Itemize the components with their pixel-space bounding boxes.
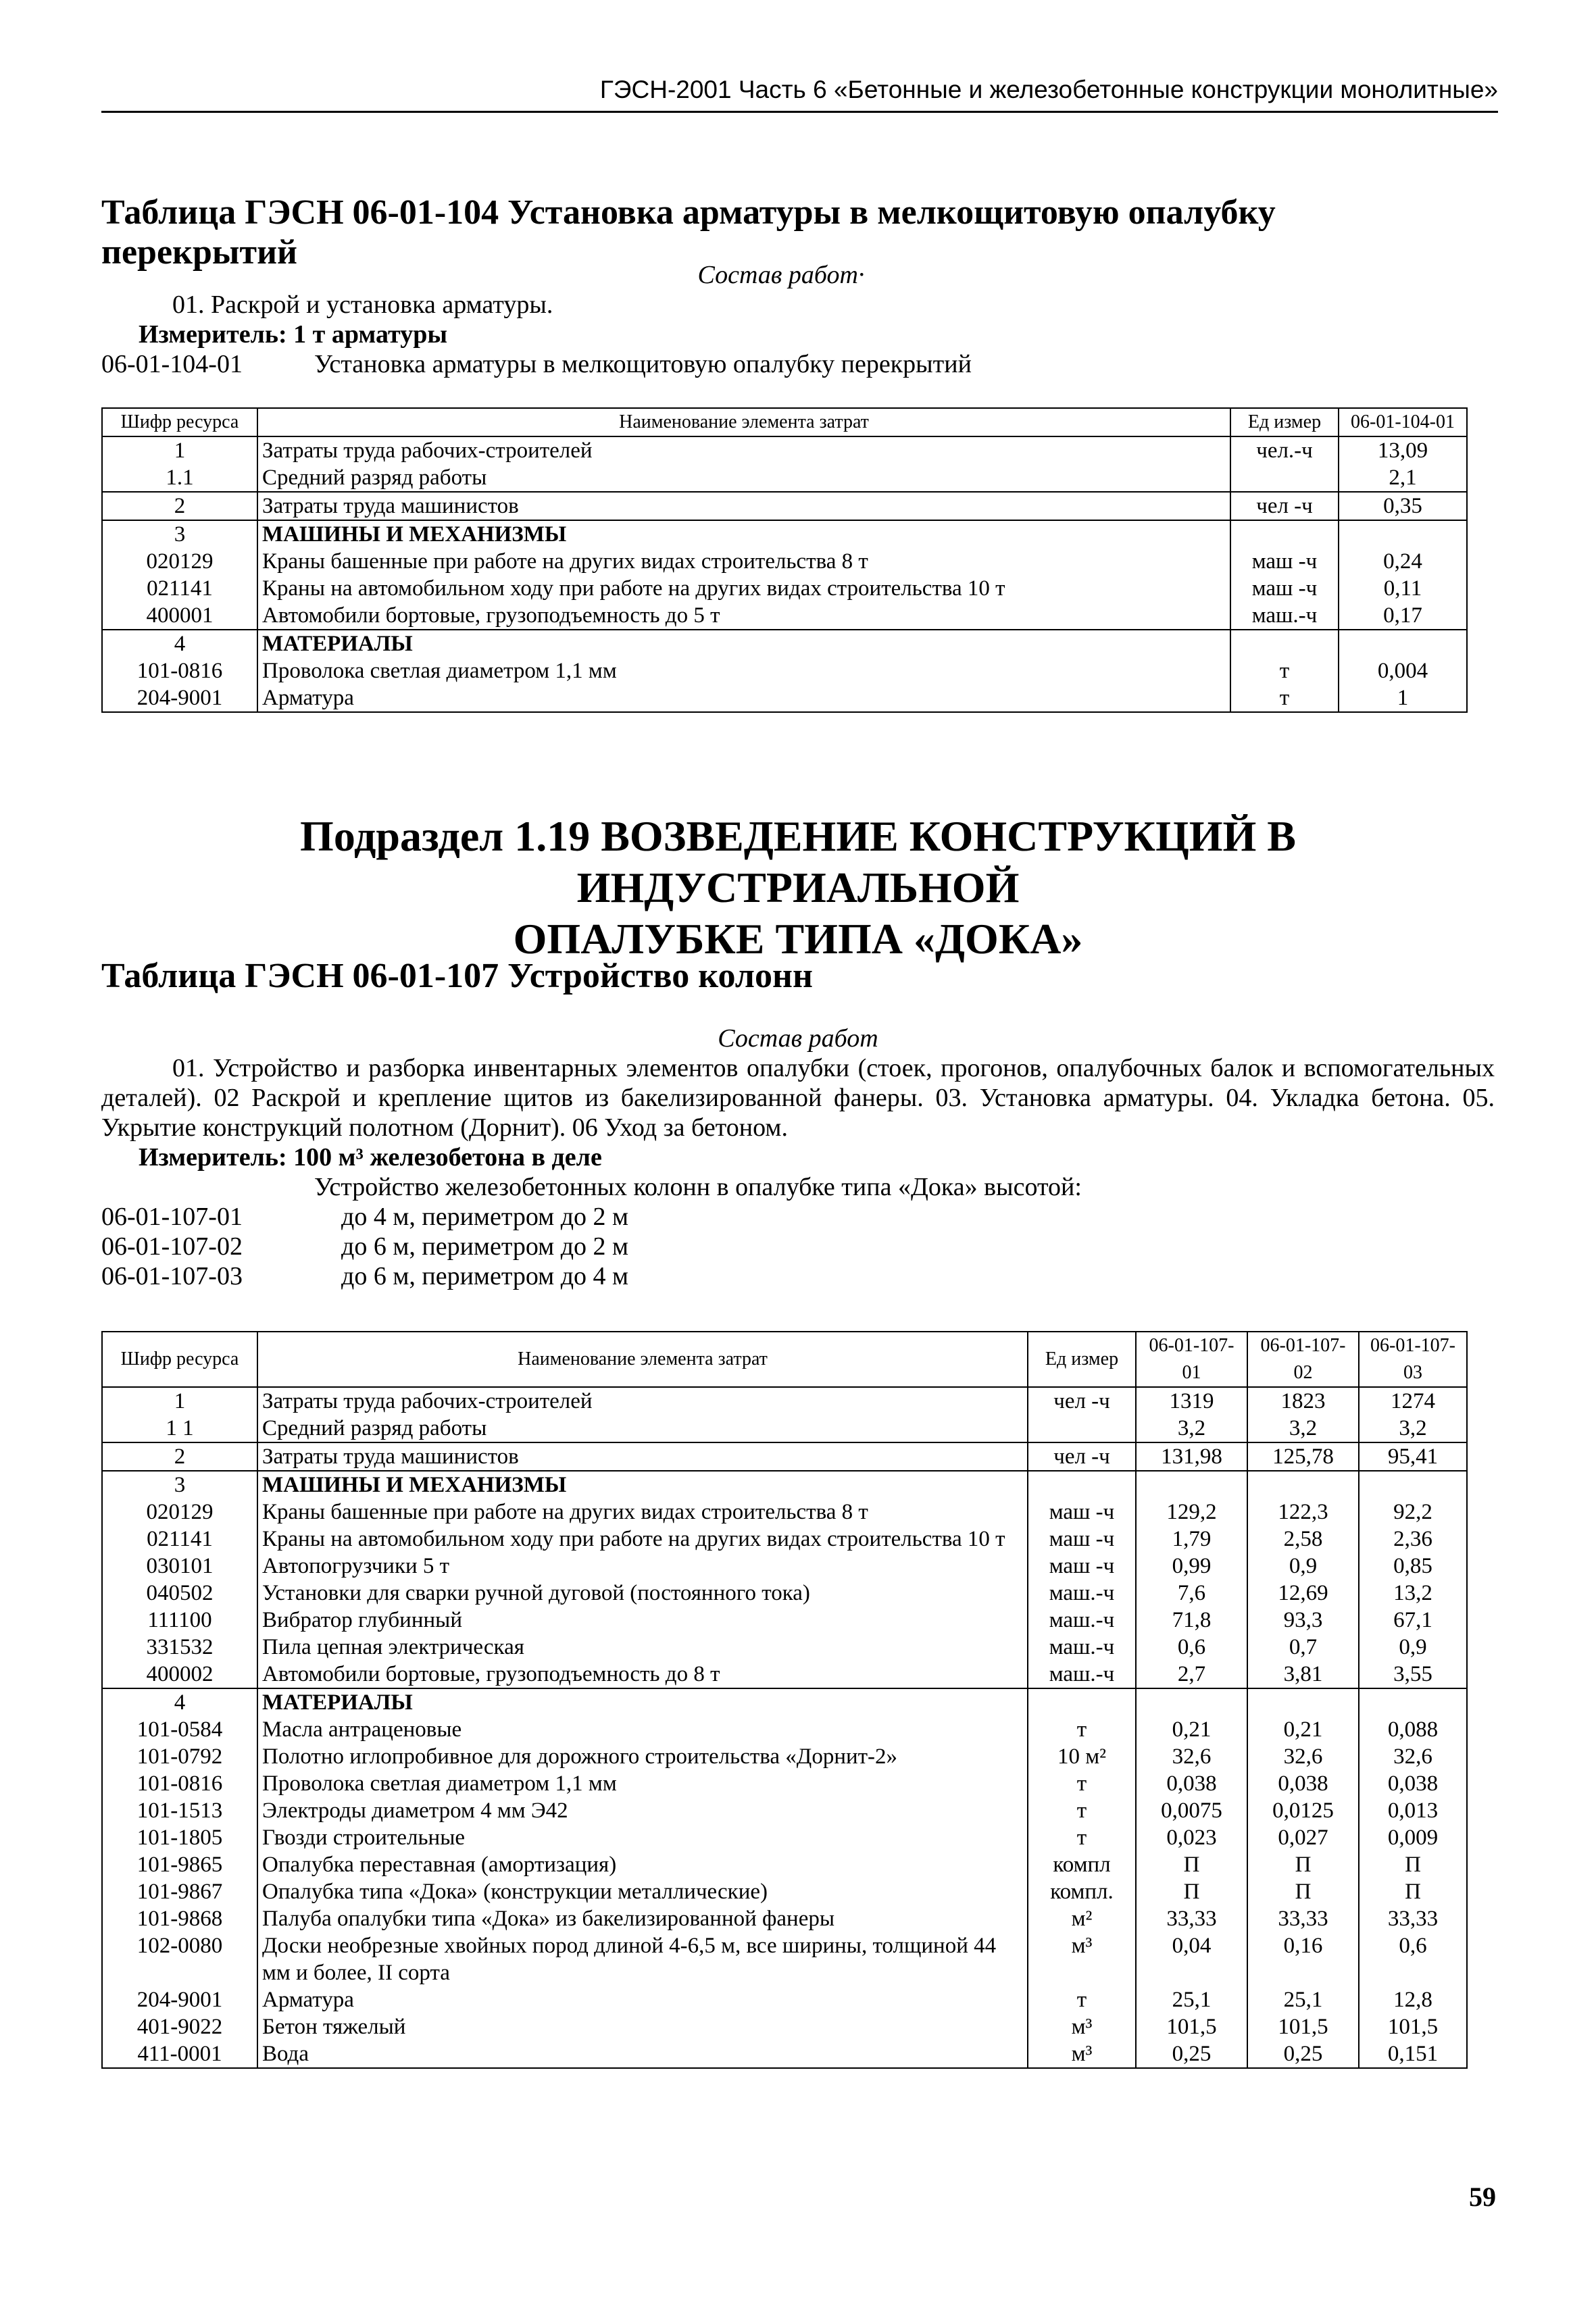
table-cell: 0,24: [1339, 548, 1467, 575]
table-row: [102, 1634, 1467, 1661]
table-cell: 122,3: [1247, 1499, 1359, 1526]
table-cell: 32,6: [1247, 1743, 1359, 1770]
table-cell: 101-1513: [102, 1797, 257, 1824]
table-row: [102, 1607, 1467, 1634]
table-cell: 3: [102, 520, 257, 548]
table-row: [102, 1688, 1467, 1716]
table-cell: 3,2: [1136, 1415, 1247, 1442]
table-cell: [1230, 464, 1339, 492]
table-cell: Палуба опалубки типа «Дока» из бакелизированной фанеры: [257, 1905, 1028, 1932]
table-cell: [1339, 520, 1467, 548]
table2-code: 06-01-107-01: [101, 1203, 243, 1231]
table-cell: 3,2: [1247, 1415, 1359, 1442]
table-cell: 2,1: [1339, 464, 1467, 492]
table-cell: 32,6: [1136, 1743, 1247, 1770]
table-cell: 0,04: [1136, 1932, 1247, 1986]
table-cell: Доски необрезные хвойных пород длиной 4-6,5 м, все ширины, толщиной 44 мм и более, II сорта: [257, 1932, 1028, 1986]
table-cell: 4: [102, 1688, 257, 1716]
table-cell: м³: [1028, 2013, 1136, 2040]
section-title: [101, 811, 1495, 965]
table-cell: [1028, 1471, 1136, 1499]
table-cell: маш.-ч: [1028, 1634, 1136, 1661]
table-cell: 0,11: [1339, 575, 1467, 602]
table2-composition-label: Состав работ: [718, 1024, 878, 1053]
table-cell: [1028, 1688, 1136, 1716]
table1-composition: [101, 260, 1461, 379]
table-row: [102, 2040, 1467, 2068]
table-cell: 0,99: [1136, 1553, 1247, 1580]
table-cell: 4: [102, 630, 257, 657]
table-cell: П: [1136, 1851, 1247, 1878]
table-cell: Затраты труда машинистов: [257, 1442, 1028, 1471]
table-cell: маш -ч: [1230, 548, 1339, 575]
table1-meter-value: 1 т арматуры: [293, 320, 448, 349]
table-cell: 1,79: [1136, 1526, 1247, 1553]
table-cell: маш -ч: [1028, 1526, 1136, 1553]
table-cell: 111100: [102, 1607, 257, 1634]
table-cell: Затраты труда машинистов: [257, 492, 1230, 520]
table-cell: 102-0080: [102, 1932, 257, 1986]
table-row: [102, 1553, 1467, 1580]
table-cell: Краны башенные при работе на других видах строительства 8 т: [257, 548, 1230, 575]
table-row: [102, 630, 1467, 657]
table-cell: П: [1359, 1851, 1467, 1878]
table-row: [102, 1580, 1467, 1607]
table-cell: чел.-ч: [1230, 436, 1339, 464]
table2-code-row: [101, 1202, 1495, 1232]
table-cell: 411-0001: [102, 2040, 257, 2068]
table-cell: 400002: [102, 1661, 257, 1688]
table-cell: т: [1028, 1824, 1136, 1851]
table2-codes: [101, 1202, 1495, 1291]
table-cell: 101,5: [1359, 2013, 1467, 2040]
table-cell: 331532: [102, 1634, 257, 1661]
table-cell: 0,038: [1247, 1770, 1359, 1797]
table-row: [102, 1471, 1467, 1499]
table-row: [102, 1743, 1467, 1770]
table-cell: 3: [102, 1471, 257, 1499]
table1-resources: [101, 407, 1468, 713]
table-row: [102, 2013, 1467, 2040]
page-header: ГЭСН-2001 Часть 6 «Бетонные и железобетонные конструкции монолитные»: [101, 76, 1498, 113]
table2-meter-label: Измеритель:: [139, 1143, 287, 1172]
table-cell: т: [1230, 657, 1339, 684]
table-cell: Средний разряд работы: [257, 1415, 1028, 1442]
table-cell: 3,81: [1247, 1661, 1359, 1688]
table-cell: МАШИНЫ И МЕХАНИЗМЫ: [257, 1471, 1028, 1499]
table-cell: 101-0816: [102, 657, 257, 684]
table-row: [102, 464, 1467, 492]
section-title-line1: Подраздел 1.19 ВОЗВЕДЕНИЕ КОНСТРУКЦИЙ В ИНДУСТРИАЛЬНОЙ: [300, 812, 1296, 911]
table-cell: Бетон тяжелый: [257, 2013, 1028, 2040]
table-cell: 92,2: [1359, 1499, 1467, 1526]
table-row: [102, 520, 1467, 548]
table-cell: 0,004: [1339, 657, 1467, 684]
table2-code-desc: до 4 м, периметром до 2 м: [341, 1203, 629, 1231]
t2-header-cell: 06-01-107-01: [1136, 1332, 1247, 1387]
table2-code: 06-01-107-03: [101, 1262, 243, 1290]
table-cell: Вода: [257, 2040, 1028, 2068]
table-cell: 12,69: [1247, 1580, 1359, 1607]
t1-header-cell: 06-01-104-01: [1339, 408, 1467, 436]
table-cell: 400001: [102, 602, 257, 630]
table-cell: м³: [1028, 1932, 1136, 1986]
table-cell: 2,58: [1247, 1526, 1359, 1553]
table-cell: 021141: [102, 1526, 257, 1553]
table-cell: 0,013: [1359, 1797, 1467, 1824]
table-cell: 1319: [1136, 1387, 1247, 1415]
table-cell: П: [1247, 1851, 1359, 1878]
table-cell: Арматура: [257, 1986, 1028, 2013]
table-cell: 204-9001: [102, 1986, 257, 2013]
table-cell: 0,6: [1136, 1634, 1247, 1661]
table-cell: 71,8: [1136, 1607, 1247, 1634]
table2-title-block: [101, 956, 1461, 996]
table1-code-desc: Установка арматуры в мелкощитовую опалубку перекрытий: [314, 350, 972, 378]
table2-meter: [101, 1142, 1495, 1172]
table1-meter-label: Измеритель:: [139, 320, 287, 349]
table-cell: 101-1805: [102, 1824, 257, 1851]
t2-header-cell: 06-01-107-03: [1359, 1332, 1467, 1387]
table-cell: Электроды диаметром 4 мм Э42: [257, 1797, 1028, 1824]
table2-intro: Устройство железобетонных колонн в опалубке типа «Дока» высотой:: [314, 1173, 1082, 1201]
t2-header-cell: Шифр ресурса: [102, 1332, 257, 1387]
table2-code-row: [101, 1261, 1495, 1291]
table-cell: 7,6: [1136, 1580, 1247, 1607]
table1-title: Таблица ГЭСН 06-01-104 Установка арматуры в мелкощитовую опалубку перекрытий: [101, 193, 1276, 272]
table-cell: маш -ч: [1230, 575, 1339, 602]
table-cell: 13,2: [1359, 1580, 1467, 1607]
table-row: [102, 1932, 1467, 1986]
table-cell: Средний разряд работы: [257, 464, 1230, 492]
table-cell: 0,027: [1247, 1824, 1359, 1851]
table-cell: Вибратор глубинный: [257, 1607, 1028, 1634]
table-cell: 25,1: [1247, 1986, 1359, 2013]
table-cell: 101-0816: [102, 1770, 257, 1797]
table-cell: 101-0792: [102, 1743, 257, 1770]
table-cell: Масла антраценовые: [257, 1716, 1028, 1743]
table-cell: 101-9868: [102, 1905, 257, 1932]
table-cell: 131,98: [1136, 1442, 1247, 1471]
table-row: [102, 1770, 1467, 1797]
table-cell: 021141: [102, 575, 257, 602]
table-cell: 2: [102, 1442, 257, 1471]
table-cell: 0,009: [1359, 1824, 1467, 1851]
table-cell: т: [1028, 1797, 1136, 1824]
table-row: [102, 602, 1467, 630]
table-cell: 0,6: [1359, 1932, 1467, 1986]
table-cell: 0,9: [1359, 1634, 1467, 1661]
table-row: [102, 1797, 1467, 1824]
table-cell: 101-9867: [102, 1878, 257, 1905]
table-cell: [1136, 1471, 1247, 1499]
table-row: [102, 1824, 1467, 1851]
table-cell: 32,6: [1359, 1743, 1467, 1770]
table-cell: 13,09: [1339, 436, 1467, 464]
table-cell: т: [1028, 1716, 1136, 1743]
table1-code: 06-01-104-01: [101, 350, 243, 378]
table-cell: 020129: [102, 548, 257, 575]
table-cell: 3,55: [1359, 1661, 1467, 1688]
t1-header-cell: Шифр ресурса: [102, 408, 257, 436]
table-cell: 101,5: [1247, 2013, 1359, 2040]
table-cell: 93,3: [1247, 1607, 1359, 1634]
table-cell: 125,78: [1247, 1442, 1359, 1471]
table-cell: маш.-ч: [1230, 602, 1339, 630]
table-cell: 1274: [1359, 1387, 1467, 1415]
table2-title: Таблица ГЭСН 06-01-107 Устройство колонн: [101, 957, 813, 995]
table2-code-desc: до 6 м, периметром до 4 м: [341, 1262, 629, 1290]
table-cell: маш.-ч: [1028, 1607, 1136, 1634]
table-cell: м³: [1028, 2040, 1136, 2068]
t2-header-cell: 06-01-107-02: [1247, 1332, 1359, 1387]
section-title-line2: ОПАЛУБКЕ ТИПА «ДОКА»: [513, 915, 1083, 963]
table-cell: маш.-ч: [1028, 1580, 1136, 1607]
table-cell: Краны на автомобильном ходу при работе на других видах строительства 10 т: [257, 1526, 1028, 1553]
table-cell: 2: [102, 492, 257, 520]
table-cell: 0,0075: [1136, 1797, 1247, 1824]
table-cell: 0,35: [1339, 492, 1467, 520]
table-cell: 1: [1339, 684, 1467, 712]
table-cell: 0,9: [1247, 1553, 1359, 1580]
table-cell: 0,023: [1136, 1824, 1247, 1851]
table2-meter-value: 100 м³ железобетона в деле: [293, 1143, 602, 1172]
table-cell: 33,33: [1136, 1905, 1247, 1932]
table-row: [102, 684, 1467, 712]
table-cell: П: [1136, 1878, 1247, 1905]
table-cell: 0,038: [1359, 1770, 1467, 1797]
t1-header-cell: Ед измер: [1230, 408, 1339, 436]
table-row: [102, 575, 1467, 602]
table-cell: [1339, 630, 1467, 657]
table-cell: т: [1230, 684, 1339, 712]
table2-resources: [101, 1331, 1468, 2069]
table-cell: [1247, 1471, 1359, 1499]
table-cell: [1359, 1688, 1467, 1716]
table-cell: 0,088: [1359, 1716, 1467, 1743]
table-row: [102, 492, 1467, 520]
table2-code-row: [101, 1232, 1495, 1261]
table-cell: чел -ч: [1028, 1442, 1136, 1471]
table-row: [102, 1387, 1467, 1415]
table-cell: 0,151: [1359, 2040, 1467, 2068]
table-cell: Опалубка переставная (амортизация): [257, 1851, 1028, 1878]
table-cell: т: [1028, 1986, 1136, 2013]
table-cell: Автомобили бортовые, грузоподъемность до 8 т: [257, 1661, 1028, 1688]
table-cell: 204-9001: [102, 684, 257, 712]
table-cell: чел -ч: [1028, 1387, 1136, 1415]
table-cell: 129,2: [1136, 1499, 1247, 1526]
table-cell: Пила цепная электрическая: [257, 1634, 1028, 1661]
table-row: [102, 436, 1467, 464]
table-cell: 1: [102, 436, 257, 464]
table-row: [102, 1499, 1467, 1526]
table-row: [102, 1878, 1467, 1905]
page-number: 59: [1469, 2182, 1496, 2212]
table-row: [102, 1661, 1467, 1688]
table-cell: маш -ч: [1028, 1499, 1136, 1526]
table1-works: 01. Раскрой и установка арматуры.: [172, 291, 553, 319]
table-cell: 1.1: [102, 464, 257, 492]
table-cell: [1230, 520, 1339, 548]
table-cell: 101-0584: [102, 1716, 257, 1743]
table-cell: 101-9865: [102, 1851, 257, 1878]
table-cell: Затраты труда рабочих-строителей: [257, 1387, 1028, 1415]
table-cell: Гвозди строительные: [257, 1824, 1028, 1851]
table-cell: 1823: [1247, 1387, 1359, 1415]
table-cell: Автопогрузчики 5 т: [257, 1553, 1028, 1580]
table2-composition: [101, 1024, 1495, 1291]
table-cell: П: [1247, 1878, 1359, 1905]
table-cell: маш.-ч: [1028, 1661, 1136, 1688]
table-cell: 0,25: [1136, 2040, 1247, 2068]
table-cell: 0,038: [1136, 1770, 1247, 1797]
table-row: [102, 1415, 1467, 1442]
table-cell: П: [1359, 1878, 1467, 1905]
table-cell: 0,0125: [1247, 1797, 1359, 1824]
table-cell: Опалубка типа «Дока» (конструкции металлические): [257, 1878, 1028, 1905]
table-cell: 2,7: [1136, 1661, 1247, 1688]
table-cell: м²: [1028, 1905, 1136, 1932]
table-cell: т: [1028, 1770, 1136, 1797]
table1-meter: [101, 320, 1461, 349]
table1-composition-label: Состав работ·: [697, 261, 865, 289]
table-cell: 33,33: [1247, 1905, 1359, 1932]
table-cell: 101,5: [1136, 2013, 1247, 2040]
table-cell: 0,16: [1247, 1932, 1359, 1986]
table-cell: 040502: [102, 1580, 257, 1607]
table-cell: 0,25: [1247, 2040, 1359, 2068]
table-cell: 401-9022: [102, 2013, 257, 2040]
table-cell: Краны на автомобильном ходу при работе на других видах строительства 10 т: [257, 575, 1230, 602]
table-cell: компл: [1028, 1851, 1136, 1878]
table-cell: Арматура: [257, 684, 1230, 712]
table-cell: 030101: [102, 1553, 257, 1580]
table-cell: Проволока светлая диаметром 1,1 мм: [257, 657, 1230, 684]
table-cell: Затраты труда рабочих-строителей: [257, 436, 1230, 464]
table-row: [102, 657, 1467, 684]
table2-code-desc: до 6 м, периметром до 2 м: [341, 1232, 629, 1261]
table-cell: Установки для сварки ручной дуговой (постоянного тока): [257, 1580, 1028, 1607]
table-row: [102, 1716, 1467, 1743]
table-cell: компл.: [1028, 1878, 1136, 1905]
table-cell: [1230, 630, 1339, 657]
table-cell: 1 1: [102, 1415, 257, 1442]
table-row: [102, 1851, 1467, 1878]
table-cell: МАТЕРИАЛЫ: [257, 1688, 1028, 1716]
table-cell: 0,21: [1247, 1716, 1359, 1743]
t2-header-cell: Ед измер: [1028, 1332, 1136, 1387]
table-row: [102, 1905, 1467, 1932]
table-cell: 10 м²: [1028, 1743, 1136, 1770]
table2-code: 06-01-107-02: [101, 1232, 243, 1261]
table-cell: [1028, 1415, 1136, 1442]
table-cell: Полотно иглопробивное для дорожного строительства «Дорнит-2»: [257, 1743, 1028, 1770]
table-row: [102, 1986, 1467, 2013]
t2-header-cell: Наименование элемента затрат: [257, 1332, 1028, 1387]
table-cell: маш -ч: [1028, 1553, 1136, 1580]
table-row: [102, 548, 1467, 575]
table-cell: [1136, 1688, 1247, 1716]
table-cell: 0,21: [1136, 1716, 1247, 1743]
table-cell: 0,85: [1359, 1553, 1467, 1580]
table-cell: Проволока светлая диаметром 1,1 мм: [257, 1770, 1028, 1797]
table-cell: 33,33: [1359, 1905, 1467, 1932]
table-cell: 3,2: [1359, 1415, 1467, 1442]
table-cell: [1247, 1688, 1359, 1716]
table-cell: МАШИНЫ И МЕХАНИЗМЫ: [257, 520, 1230, 548]
table1-code-row: [101, 349, 1461, 379]
table-cell: [1359, 1471, 1467, 1499]
table-cell: чел -ч: [1230, 492, 1339, 520]
table2-works: 01. Устройство и разборка инвентарных элементов опалубки (стоек, прогонов, опалубочных балок и вспомогательных деталей). 02 Раскрой и крепление щитов из бакелизированной фанеры. 03. Установка арматуры. 04. Укладка бетона. 05. Укрытие конструкций полотном (Дорнит). 06 Уход за бетоном.: [101, 1054, 1495, 1142]
table-cell: 020129: [102, 1499, 257, 1526]
table-cell: 12,8: [1359, 1986, 1467, 2013]
t1-header-cell: Наименование элемента затрат: [257, 408, 1230, 436]
table-cell: 0,7: [1247, 1634, 1359, 1661]
table-cell: 95,41: [1359, 1442, 1467, 1471]
table-cell: Краны башенные при работе на других видах строительства 8 т: [257, 1499, 1028, 1526]
table-cell: МАТЕРИАЛЫ: [257, 630, 1230, 657]
table-row: [102, 1442, 1467, 1471]
table-cell: 67,1: [1359, 1607, 1467, 1634]
table-cell: 1: [102, 1387, 257, 1415]
table-cell: 2,36: [1359, 1526, 1467, 1553]
table-cell: Автомобили бортовые, грузоподъемность до 5 т: [257, 602, 1230, 630]
table-row: [102, 1526, 1467, 1553]
table-cell: 25,1: [1136, 1986, 1247, 2013]
table-cell: 0,17: [1339, 602, 1467, 630]
